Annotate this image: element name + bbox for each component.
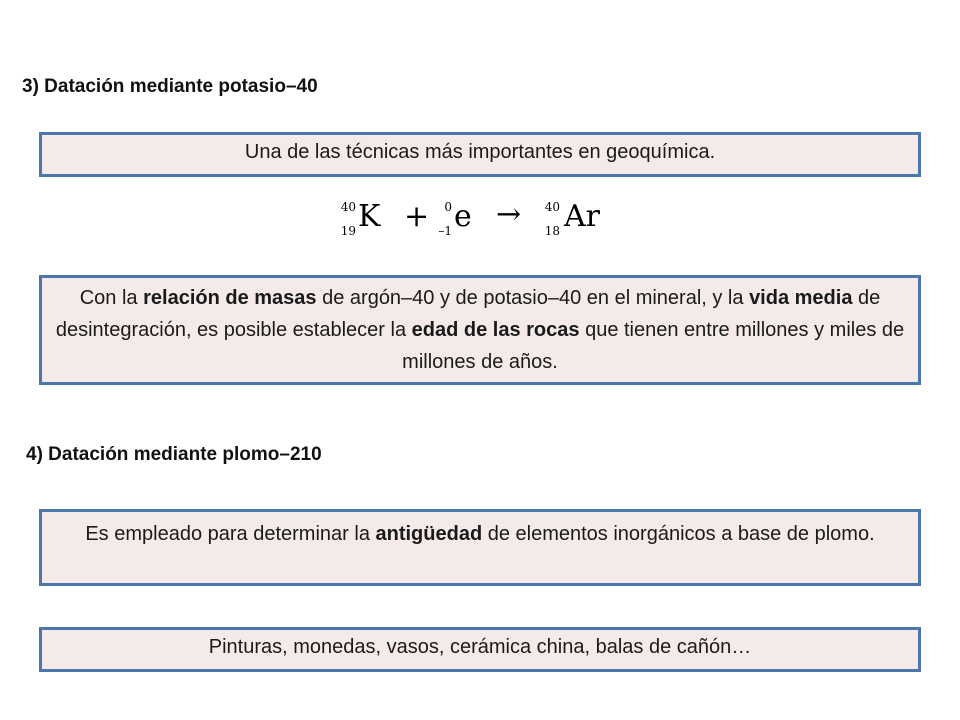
desc4-bold-antiquity: antigüedad [375, 523, 483, 545]
section3-heading: 3) Datación mediante potasio–40 [22, 76, 318, 97]
desc3-bold-mass-ratio: relación de masas [143, 287, 317, 309]
section3-intro-box [39, 132, 921, 177]
electron-charge-number: –1 [438, 224, 452, 238]
desc3-bold-half-life: vida media [749, 287, 853, 309]
potassium-mass-number: 40 [340, 200, 356, 214]
desc4-text-2: de elementos inorgánicos a base de plomo. [482, 523, 875, 545]
electron-symbol: e [454, 199, 472, 234]
argon-mass-number: 40 [544, 200, 560, 214]
desc4-text-1: Es empleado para determinar la [85, 523, 376, 545]
desc3-text-1: Con la [79, 287, 144, 309]
nuclear-equation [338, 188, 618, 244]
section3-description-box [39, 275, 921, 385]
section4-examples-text: Pinturas, monedas, vasos, cerámica china, balas de cañón… [208, 636, 752, 658]
desc3-text-4: que tienen entre millones y miles de millones de años. [402, 319, 905, 373]
section3-intro-text: Una de las técnicas más importantes en geoquímica. [244, 141, 716, 163]
section4-examples-box [39, 627, 921, 672]
electron-mass-number: 0 [444, 200, 452, 214]
potassium-atomic-number: 19 [340, 224, 356, 238]
desc3-text-3: de desintegración, es posible establecer la [55, 287, 881, 341]
plus-sign: + [404, 199, 430, 234]
argon-symbol: Ar [564, 199, 601, 234]
desc3-bold-rock-age: edad de las rocas [411, 319, 580, 341]
desc3-text-2: de argón–40 y de potasio–40 en el mineral, y la [316, 287, 750, 309]
reaction-arrow-icon: → [496, 197, 522, 232]
section4-heading: 4) Datación mediante plomo–210 [26, 444, 322, 465]
section4-description-box [39, 509, 921, 586]
potassium-symbol: K [358, 199, 381, 234]
argon-atomic-number: 18 [544, 224, 560, 238]
